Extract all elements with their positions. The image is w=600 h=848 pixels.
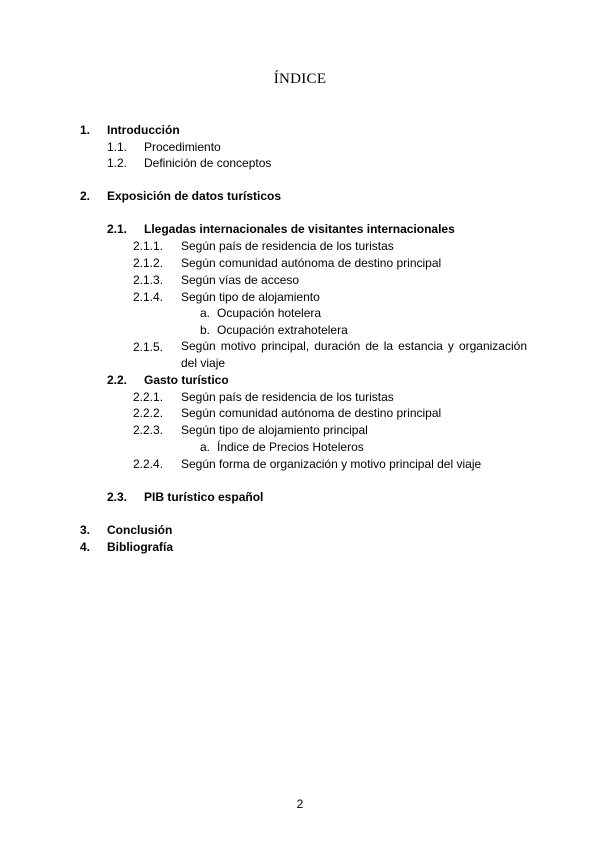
toc-entry-number: 2.1.3. bbox=[133, 273, 164, 287]
toc-entry-number: 1.1. bbox=[107, 140, 128, 154]
toc-entry-2-1-5 bbox=[0, 340, 600, 372]
toc-entry-number: 3. bbox=[80, 523, 91, 537]
toc-entry-number: 1. bbox=[80, 123, 91, 137]
toc-entry-label: Según país de residencia de los turistas bbox=[181, 390, 394, 404]
toc-entry-number: b. bbox=[200, 323, 211, 337]
toc-entry-number: a. bbox=[200, 440, 211, 454]
toc-entry-label: Procedimiento bbox=[144, 140, 221, 154]
toc-entry-label: Introducción bbox=[107, 123, 180, 137]
toc-entry-label: Según tipo de alojamiento principal bbox=[181, 423, 368, 437]
toc-entry-number: 2.2. bbox=[107, 373, 128, 387]
toc-entry-number: 2. bbox=[80, 189, 91, 203]
page-title: ÍNDICE bbox=[273, 71, 327, 87]
toc-entry-label: Según motivo principal, duración de la estancia y organización del viaje bbox=[181, 339, 527, 370]
toc-entry-label: Según país de residencia de los turistas bbox=[181, 239, 394, 253]
toc-entry-number: 4. bbox=[80, 540, 91, 554]
toc-entry-label: Bibliografía bbox=[107, 540, 174, 554]
toc-entry-label: Ocupación extrahotelera bbox=[217, 323, 348, 337]
toc-entry-number: 2.1. bbox=[107, 222, 128, 236]
toc-entry-label: Según forma de organización y motivo principal del viaje bbox=[181, 457, 482, 471]
toc-entry-label: Ocupación hotelera bbox=[217, 306, 322, 320]
toc-entry-number: 2.1.1. bbox=[133, 239, 164, 253]
toc-entry-number: 2.1.2. bbox=[133, 256, 164, 270]
toc-entry-label: Índice de Precios Hoteleros bbox=[217, 440, 364, 454]
toc-entry-number: 2.3. bbox=[107, 490, 128, 504]
toc-entry-label: Exposición de datos turísticos bbox=[107, 189, 282, 203]
toc-entry-number: 2.2.2. bbox=[133, 406, 164, 420]
toc-entry-number: 2.2.4. bbox=[133, 457, 164, 471]
toc-entry-number: a. bbox=[200, 306, 211, 320]
toc-entry-number: 2.1.5. bbox=[133, 340, 164, 354]
toc-entry-label: Llegadas internacionales de visitantes internacionales bbox=[144, 222, 455, 236]
toc-entry-label: Gasto turístico bbox=[144, 373, 229, 387]
toc-entry-number: 2.2.3. bbox=[133, 423, 164, 437]
toc-entry-label: PIB turístico español bbox=[144, 490, 264, 504]
toc-entry-label: Según comunidad autónoma de destino principal bbox=[181, 256, 442, 270]
toc-entry-label: Según comunidad autónoma de destino principal bbox=[181, 406, 442, 420]
toc-entry-number: 2.1.4. bbox=[133, 290, 164, 304]
toc-entry-label: Según vías de acceso bbox=[181, 273, 300, 287]
toc-entry-number: 1.2. bbox=[107, 156, 128, 170]
toc-entry-label: Conclusión bbox=[107, 523, 173, 537]
toc-entry-number: 2.2.1. bbox=[133, 390, 164, 404]
page-number: 2 bbox=[296, 797, 304, 811]
toc-entry-label: Según tipo de alojamiento bbox=[181, 290, 320, 304]
toc-entry-label: Definición de conceptos bbox=[144, 156, 272, 170]
